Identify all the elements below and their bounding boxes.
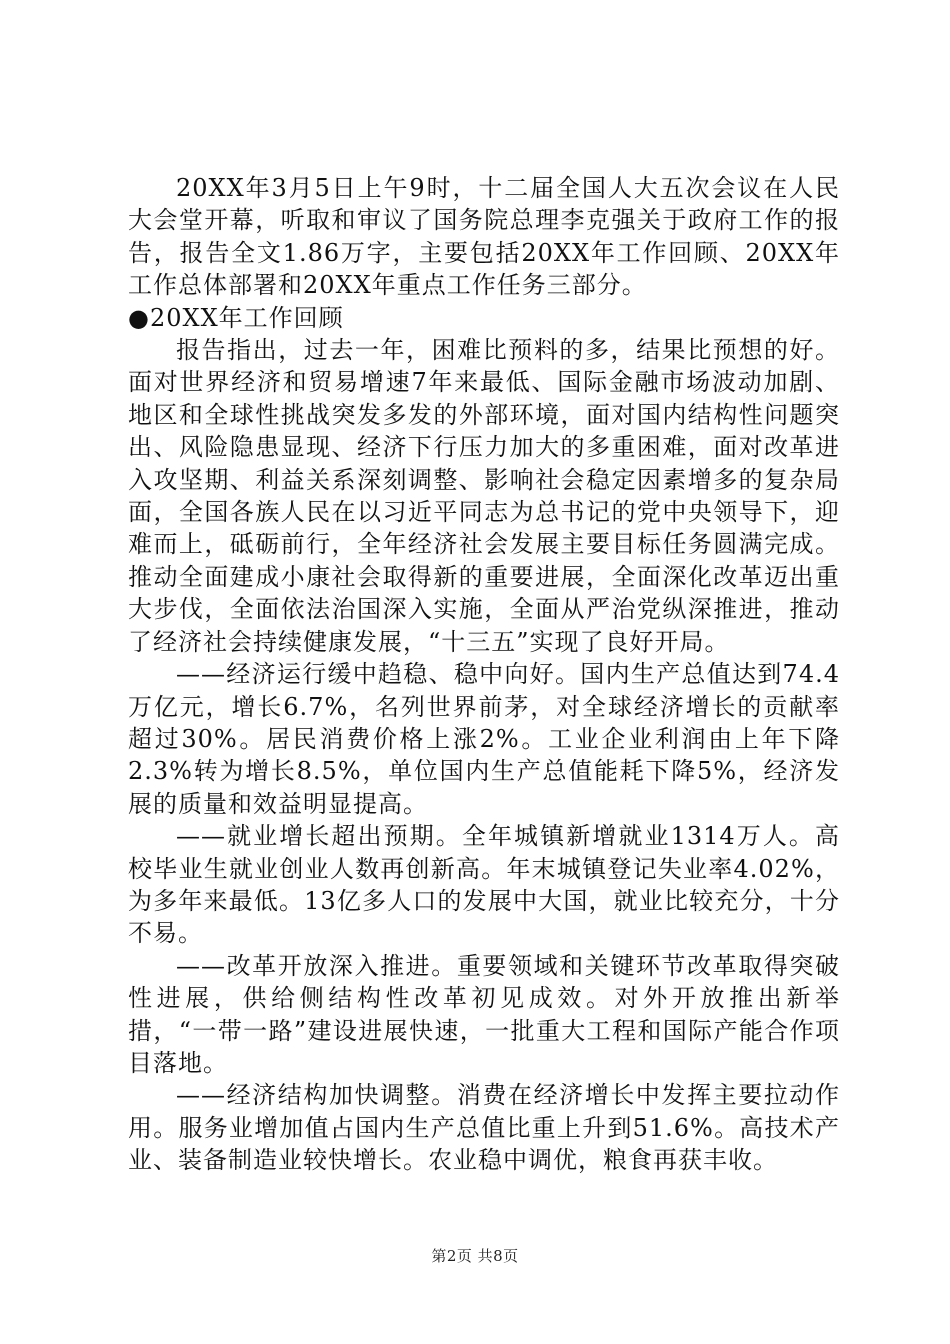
page-number-footer: 第2页 共8页 — [431, 1247, 519, 1265]
intro-paragraph: 20XX年3月5日上午9时，十二届全国人大五次会议在人民大会堂开幕，听取和审议了国务院总理李克强关于政府工作的报告，报告全文1.86万字，主要包括20XX年工作回顾、20XX年工作总体部署和20XX年重点工作任务三部分。 — [128, 174, 840, 300]
summary-paragraph: 报告指出，过去一年，困难比预料的多，结果比预想的好。面对世界经济和贸易增速7年来最低、国际金融市场波动加剧、地区和全球性挑战突发多发的外部环境，面对国内结构性问题突出、风险隐患显现、经济下行压力加大的多重困难，面对改革进入攻坚期、利益关系深刻调整、影响社会稳定因素增多的复杂局面，全国各族人民在以习近平同志为总书记的党中央领导下，迎难而上，砥砺前行，全年经济社会发展主要目标任务圆满完成。推动全面建成小康社会取得新的重要进展，全面深化改革迈出重大步伐，全面依法治国深入实施，全面从严治党纵深推进，推动了经济社会持续健康发展，“十三五”实现了良好开局。 — [128, 336, 840, 656]
section-heading: ●20XX年工作回顾 — [128, 303, 344, 332]
document-body — [128, 172, 840, 1177]
structure-paragraph: ——经济结构加快调整。消费在经济增长中发挥主要拉动作用。服务业增加值占国内生产总值比重上升到51.6%。高技术产业、装备制造业较快增长。农业稳中调优，粮食再获丰收。 — [128, 1081, 840, 1175]
employment-paragraph: ——就业增长超出预期。全年城镇新增就业1314万人。高校毕业生就业创业人数再创新高。年末城镇登记失业率4.02%，为多年来最低。13亿多人口的发展中大国，就业比较充分，十分不易。 — [128, 822, 840, 948]
economy-paragraph: ——经济运行缓中趋稳、稳中向好。国内生产总值达到74.4万亿元，增长6.7%，名列世界前茅，对全球经济增长的贡献率超过30%。居民消费价格上涨2%。工业企业利润由上年下降2.3%转为增长8.5%，单位国内生产总值能耗下降5%，经济发展的质量和效益明显提高。 — [128, 660, 840, 818]
reform-paragraph: ——改革开放深入推进。重要领域和关键环节改革取得突破性进展，供给侧结构性改革初见成效。对外开放推出新举措，“一带一路”建设进展快速，一批重大工程和国际产能合作项目落地。 — [128, 951, 840, 1077]
